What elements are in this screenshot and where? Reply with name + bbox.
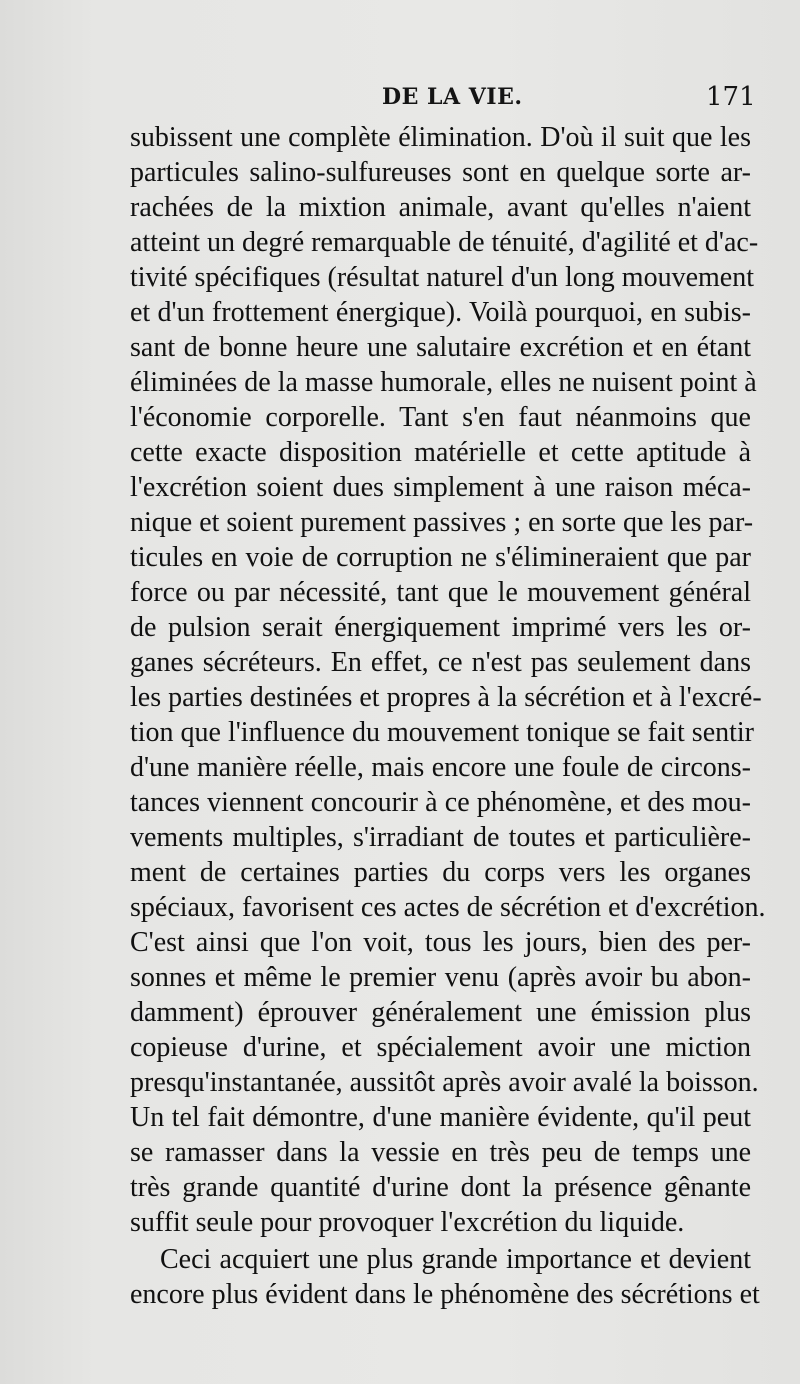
text-line: presqu'instantanée, aussitôt après avoir avalé la boisson. bbox=[130, 1067, 759, 1098]
text-line: C'est ainsi que l'on voit, tous les jours, bien des per- bbox=[130, 927, 751, 958]
text-line: les parties destinées et propres à la sécrétion et à l'excré- bbox=[130, 682, 762, 713]
running-head bbox=[0, 78, 800, 114]
text-line: cette exacte disposition matérielle et cette aptitude à bbox=[130, 437, 751, 468]
text-line: se ramasser dans la vessie en très peu de temps une bbox=[130, 1137, 751, 1168]
text-line: Ceci acquiert une plus grande importance et devient bbox=[160, 1244, 751, 1275]
text-line: nique et soient purement passives ; en sorte que les par- bbox=[130, 507, 754, 538]
text-line: atteint un degré remarquable de ténuité, d'agilité et d'ac- bbox=[130, 227, 759, 258]
text-line: ticules en voie de corruption ne s'élimineraient que par bbox=[130, 542, 751, 573]
page-number: 171 bbox=[706, 82, 756, 112]
paragraph bbox=[130, 120, 766, 1240]
text-line: tances viennent concourir à ce phénomène, et des mou- bbox=[130, 787, 751, 818]
text-line: rachées de la mixtion animale, avant qu'elles n'aient bbox=[130, 192, 751, 223]
text-line: tion que l'influence du mouvement tonique se fait sentir bbox=[130, 717, 754, 748]
text-line: Un tel fait démontre, d'une manière évidente, qu'il peut bbox=[130, 1102, 751, 1133]
running-title: DE LA VIE. bbox=[382, 84, 523, 110]
text-line: ment de certaines parties du corps vers les organes bbox=[130, 857, 751, 888]
text-line: tivité spécifiques (résultat naturel d'un long mouvement bbox=[130, 262, 754, 293]
text-line: vements multiples, s'irradiant de toutes et particulière- bbox=[130, 822, 751, 853]
text-line: copieuse d'urine, et spécialement avoir une miction bbox=[130, 1032, 751, 1063]
text-line: et d'un frottement énergique). Voilà pourquoi, en subis- bbox=[130, 297, 751, 328]
text-line: sant de bonne heure une salutaire excrétion et en étant bbox=[130, 332, 751, 363]
text-line: sonnes et même le premier venu (après avoir bu abon- bbox=[130, 962, 751, 993]
text-line: encore plus évident dans le phénomène des sécrétions et bbox=[130, 1279, 760, 1310]
text-line: subissent une complète élimination. D'où il suit que les bbox=[130, 122, 751, 153]
text-line: éliminées de la masse humorale, elles ne nuisent point à bbox=[130, 367, 757, 398]
text-line: l'excrétion soient dues simplement à une raison méca- bbox=[130, 472, 751, 503]
text-line: spéciaux, favorisent ces actes de sécrétion et d'excrétion. bbox=[130, 892, 766, 923]
text-line: l'économie corporelle. Tant s'en faut néanmoins que bbox=[130, 402, 751, 433]
text-line: damment) éprouver généralement une émission plus bbox=[130, 997, 751, 1028]
text-line: d'une manière réelle, mais encore une foule de circons- bbox=[130, 752, 751, 783]
text-line: très grande quantité d'urine dont la présence gênante bbox=[130, 1172, 751, 1203]
text-line: suffit seule pour provoquer l'excrétion du liquide. bbox=[130, 1207, 685, 1238]
text-line: particules salino-sulfureuses sont en quelque sorte ar- bbox=[130, 157, 751, 188]
text-line: ganes sécréteurs. En effet, ce n'est pas seulement dans bbox=[130, 647, 751, 678]
text-line: de pulsion serait énergiquement imprimé vers les or- bbox=[130, 612, 751, 643]
body-text bbox=[130, 120, 766, 1312]
paragraph bbox=[130, 1242, 760, 1312]
text-line: force ou par nécessité, tant que le mouvement général bbox=[130, 577, 751, 608]
